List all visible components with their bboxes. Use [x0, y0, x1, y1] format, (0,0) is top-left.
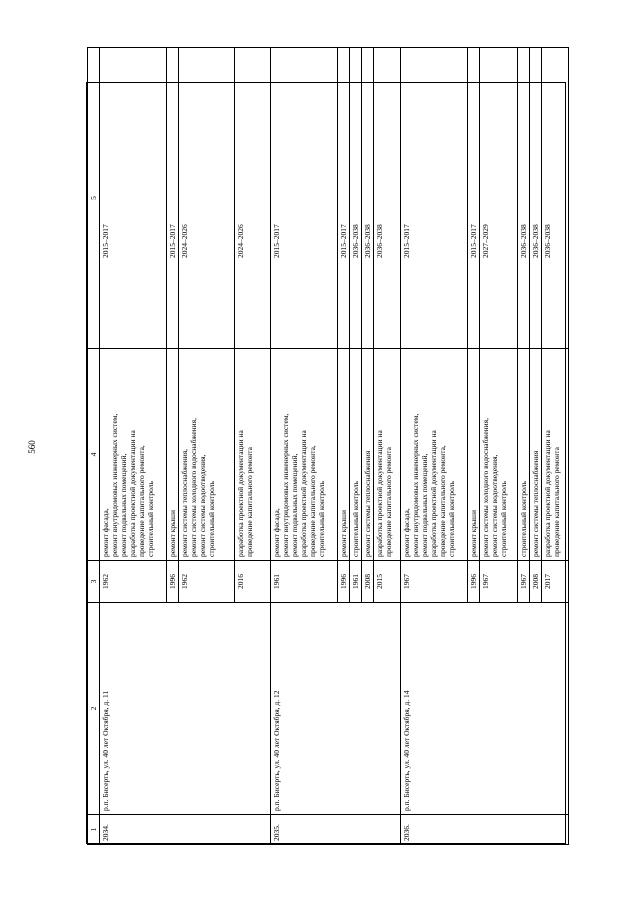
- table-row: [100, 48, 167, 845]
- work-description-cell: [271, 349, 338, 561]
- work-description-cell: [530, 349, 542, 561]
- work-line: ремонт фасада,: [402, 508, 411, 557]
- work-line: ремонт системы теплоснабжения: [531, 450, 540, 557]
- period-cell: 2015–2017: [401, 48, 468, 349]
- work-description-cell: [100, 349, 167, 561]
- work-line: ремонт внутридомовых инженерных систем,: [411, 413, 420, 557]
- work-line: ремонт внутридомовых инженерных систем,: [281, 413, 290, 557]
- work-line: разработка проектной документации на: [543, 430, 552, 557]
- row-number-cell: 2036.: [401, 815, 569, 845]
- work-description-cell: [542, 349, 569, 561]
- work-line: ремонт крыши: [168, 510, 177, 557]
- year-cell: 1962: [179, 561, 235, 603]
- work-line: ремонт внутридомовых инженерных систем,: [110, 413, 119, 557]
- work-line: разработка проектной документации на: [236, 430, 245, 557]
- work-description-cell: [401, 349, 468, 561]
- period-cell: 2036–2038: [350, 48, 362, 349]
- work-line: ремонт фасада,: [272, 508, 281, 557]
- year-cell: 1967: [518, 561, 530, 603]
- work-line: проведение капитального ремонта: [245, 447, 254, 557]
- work-line: строительный контроль: [351, 481, 360, 557]
- work-line: проведение капитального ремонта,: [308, 445, 317, 557]
- work-description-cell: [468, 349, 480, 561]
- period-cell: 2015–2017: [167, 48, 179, 349]
- work-line: ремонт системы водоотведения,: [198, 454, 207, 557]
- work-line: проведение капитального ремонта: [552, 447, 561, 557]
- period-cell: 2036–2038: [362, 48, 374, 349]
- page-number: 560: [27, 440, 37, 454]
- work-line: строительный контроль: [317, 481, 326, 557]
- period-cell: 2027–2029: [480, 48, 518, 349]
- work-description-cell: [235, 349, 271, 561]
- period-cell: 2036–2038: [374, 48, 401, 349]
- work-line: проведение капитального ремонта,: [137, 445, 146, 557]
- year-cell: 1967: [480, 561, 518, 603]
- work-line: ремонт фасада,: [101, 508, 110, 557]
- year-cell: 1996: [468, 561, 480, 603]
- work-line: ремонт системы холодного водоснабжения,: [481, 417, 490, 557]
- work-line: разработка проектной документации на: [299, 430, 308, 557]
- column-header-2: 2: [88, 603, 100, 815]
- work-description-cell: [338, 349, 350, 561]
- work-line: проведение капитального ремонта: [384, 447, 393, 557]
- column-header-1: 1: [88, 815, 100, 845]
- work-line: ремонт системы теплоснабжения: [363, 450, 372, 557]
- row-number-cell: 2034.: [100, 815, 271, 845]
- work-line: разработка проектной документации на: [429, 430, 438, 557]
- year-cell: 1961: [350, 561, 362, 603]
- work-line: разработка проектной документации на: [375, 430, 384, 557]
- period-cell: 2036–2038: [530, 48, 542, 349]
- year-cell: 1996: [167, 561, 179, 603]
- row-number-cell: 2035.: [271, 815, 401, 845]
- work-description-cell: [167, 349, 179, 561]
- year-cell: 2008: [530, 561, 542, 603]
- work-line: строительный контроль: [519, 481, 528, 557]
- address-cell: р.п. Бисерть, ул. 40 лет Октября, д. 12: [271, 603, 401, 815]
- work-description-cell: [362, 349, 374, 561]
- address-cell: р.п. Бисерть, ул. 40 лет Октября, д. 11: [100, 603, 271, 815]
- work-line: ремонт подвальных помещений,: [290, 453, 299, 557]
- year-cell: 2015: [374, 561, 401, 603]
- year-cell: 2016: [235, 561, 271, 603]
- column-header-3: 3: [88, 561, 100, 603]
- period-cell: 2015–2017: [100, 48, 167, 349]
- period-cell: 2024–2026: [179, 48, 235, 349]
- work-description-cell: [179, 349, 235, 561]
- period-cell: 2036–2038: [542, 48, 569, 349]
- repair-schedule-table: [87, 47, 569, 845]
- work-line: ремонт подвальных помещений,: [420, 453, 429, 557]
- year-cell: 1967: [401, 561, 468, 603]
- column-header-5: 5: [88, 48, 100, 349]
- period-cell: 2015–2017: [338, 48, 350, 349]
- work-line: ремонт системы водоотведения,: [490, 454, 499, 557]
- period-cell: 2024–2026: [235, 48, 271, 349]
- period-cell: 2036–2038: [518, 48, 530, 349]
- work-line: строительный контроль: [499, 481, 508, 557]
- column-header-4: 4: [88, 349, 100, 561]
- year-cell: 1961: [271, 561, 338, 603]
- work-line: разработка проектной документации на: [128, 430, 137, 557]
- work-line: ремонт системы холодного водоснабжения,: [189, 417, 198, 557]
- table-row: [401, 48, 468, 845]
- work-line: ремонт подвальных помещений,: [119, 453, 128, 557]
- repair-schedule-table-frame: [86, 82, 566, 844]
- work-description-cell: [374, 349, 401, 561]
- work-line: строительный контроль: [207, 481, 216, 557]
- address-cell: р.п. Бисерть, ул. 40 лет Октября, д. 14: [401, 603, 569, 815]
- work-description-cell: [350, 349, 362, 561]
- period-cell: 2015–2017: [468, 48, 480, 349]
- rotated-table-container: [87, 83, 567, 845]
- table-body: [100, 48, 569, 845]
- work-line: проведение капитального ремонта,: [438, 445, 447, 557]
- work-description-cell: [518, 349, 530, 561]
- work-line: ремонт крыши: [339, 510, 348, 557]
- work-line: строительный контроль: [447, 481, 456, 557]
- year-cell: 2008: [362, 561, 374, 603]
- year-cell: 2017: [542, 561, 569, 603]
- work-description-cell: [480, 349, 518, 561]
- work-line: ремонт системы теплоснабжения,: [180, 448, 189, 557]
- header-row: [88, 48, 100, 845]
- table-row: [271, 48, 338, 845]
- year-cell: 1962: [100, 561, 167, 603]
- year-cell: 1996: [338, 561, 350, 603]
- work-line: строительный контроль: [146, 481, 155, 557]
- period-cell: 2015–2017: [271, 48, 338, 349]
- work-line: ремонт крыши: [469, 510, 478, 557]
